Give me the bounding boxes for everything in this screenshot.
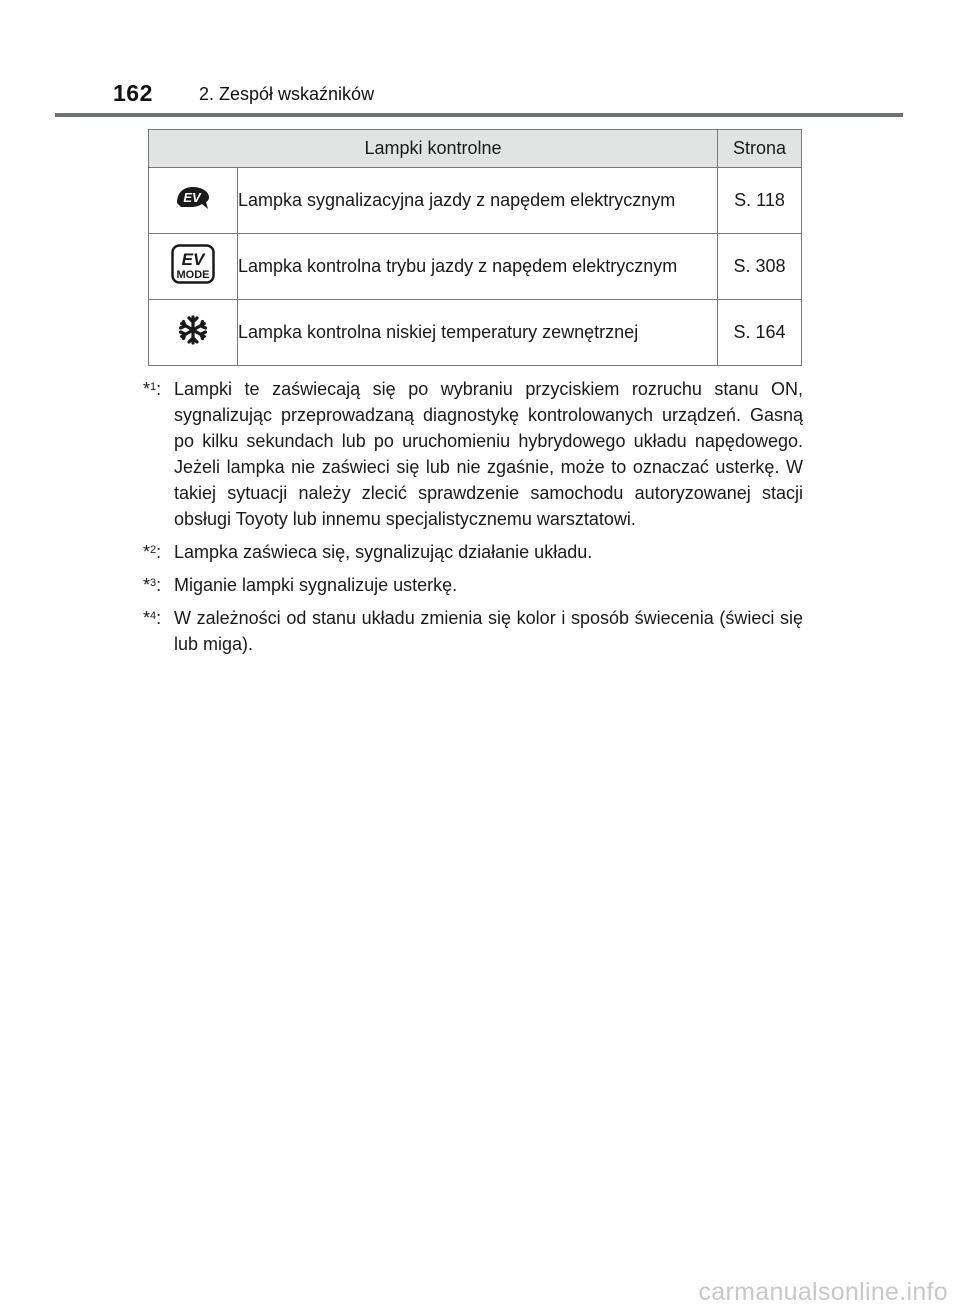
table-header-row — [149, 130, 802, 168]
footnotes — [143, 376, 803, 664]
lamp-description: Lampka kontrolna niskiej temperatury zewnętrznej — [238, 300, 718, 366]
indicator-lamps-table — [148, 129, 802, 366]
footnote-marker: *$^1$: — [143, 379, 162, 399]
ev-mode-label-bottom: MODE — [176, 269, 210, 281]
lamp-description: Lampka kontrolna trybu jazdy z napędem elektrycznym — [238, 234, 718, 300]
table-row — [149, 234, 802, 300]
page-reference: S. 164 — [718, 300, 802, 366]
section-title: 2. Zespół wskaźników — [199, 84, 375, 104]
snowflake-icon — [177, 314, 209, 351]
table-row — [149, 168, 802, 234]
icon-cell — [149, 300, 238, 366]
icon-cell — [149, 234, 238, 300]
page-number: 162 — [113, 80, 153, 106]
footnote-marker: *$^4$: — [143, 608, 162, 628]
ev-drive-label: EV — [183, 190, 201, 205]
ev-drive-icon — [172, 184, 214, 217]
icon-cell — [149, 168, 238, 234]
table-row — [149, 300, 802, 366]
ev-mode-label-top: EV — [181, 250, 205, 269]
column-header-page: Strona — [718, 130, 802, 168]
footnote-text: Lampka zaświeca się, sygnalizując działanie układu. — [174, 542, 593, 562]
footnote-marker: *$^3$: — [143, 575, 162, 595]
footnote-marker: *$^2$: — [143, 542, 162, 562]
footnote — [143, 572, 803, 598]
page-reference: S. 118 — [718, 168, 802, 234]
ev-mode-icon — [171, 244, 215, 289]
footnote-text: W zależności od stanu układu zmienia się kolor i sposób świecenia (świeci się lub miga). — [174, 608, 803, 654]
watermark: carmanualsonline.info — [698, 1278, 948, 1306]
header-divider — [55, 113, 903, 117]
lamp-description: Lampka sygnalizacyjna jazdy z napędem elektrycznym — [238, 168, 718, 234]
column-header-lamps: Lampki kontrolne — [149, 130, 718, 168]
footnote-text: Miganie lampki sygnalizuje usterkę. — [174, 575, 458, 595]
page-header — [0, 0, 960, 120]
footnote-text: Lampki te zaświecają się po wybraniu przyciskiem rozruchu stanu ON, sygnalizując przeprowadzaną diagnostykę kontrolowanych urządzeń. Gasną po kilku sekundach lub po uruchomieniu hybrydowego układu napędowego. Jeżeli lampka nie zaświeci się lub nie zgaśnie, może to oznaczać usterkę. W takiej sytuacji należy zlecić sprawdzenie samochodu autoryzowanej stacji obsługi Toyoty lub innemu specjalistycznemu warsztatowi. — [174, 379, 803, 529]
page-reference: S. 308 — [718, 234, 802, 300]
footnote — [143, 539, 803, 565]
footnote — [143, 376, 803, 532]
footnote — [143, 605, 803, 657]
